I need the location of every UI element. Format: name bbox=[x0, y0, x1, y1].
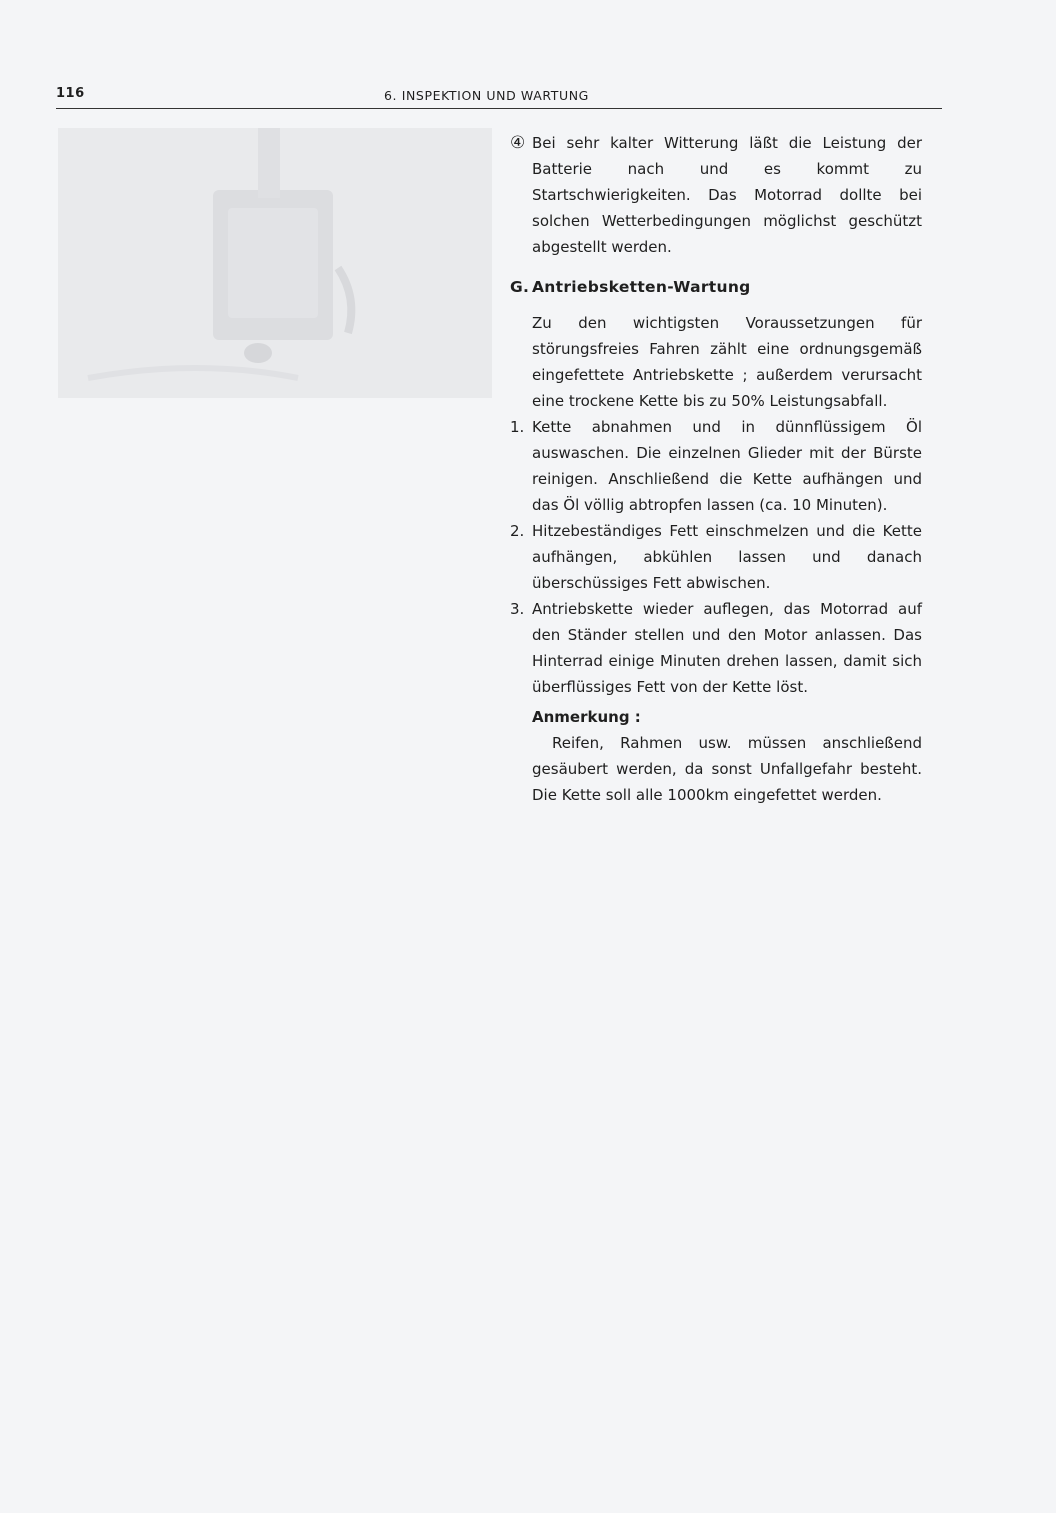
step-text: Hitzebeständiges Fett einschmelzen und die Kette aufhängen, abkühlen lassen und danach überschüssiges Fett abwischen. bbox=[532, 522, 922, 592]
section-intro bbox=[510, 310, 922, 414]
page-number: 116 bbox=[56, 86, 85, 101]
step-text: Kette abnahmen und in dünnflüssigem Öl auswaschen. Die einzelnen Glieder mit der Bürste reinigen. Anschließend die Kette aufhängen und das Öl völlig abtropfen lassen (ca. 10 Minuten). bbox=[532, 418, 922, 514]
section-title: Antriebsketten-Wartung bbox=[532, 278, 751, 296]
circled-number-four: ④ bbox=[510, 133, 526, 153]
note-label: Anmerkung : bbox=[532, 708, 641, 726]
battery-weather-note-text: Bei sehr kalter Witterung läßt die Leistung der Batterie nach und es kommt zu Startschwierigkeiten. Das Motorrad dollte bei solchen Wetterbedingungen möglichst geschützt abgestellt werden. bbox=[532, 134, 922, 256]
step-item bbox=[510, 518, 922, 596]
note-text: Reifen, Rahmen usw. müssen anschließend gesäubert werden, da sonst Unfallgefahr besteht. Die Kette soll alle 1000km eingefettet werden. bbox=[532, 734, 922, 804]
note-section bbox=[510, 704, 922, 808]
faded-battery-photo bbox=[58, 128, 492, 398]
step-number: 1. bbox=[510, 418, 525, 436]
step-number: 3. bbox=[510, 600, 525, 618]
header-rule bbox=[56, 108, 942, 109]
section-heading bbox=[510, 274, 922, 300]
step-item bbox=[510, 414, 922, 518]
section-letter: G. bbox=[510, 278, 530, 296]
step-text: Antriebskette wieder auflegen, das Motorrad auf den Ständer stellen und den Motor anlassen. Das Hinterrad einige Minuten drehen lassen, damit sich überflüssiges Fett von der Kette löst. bbox=[532, 600, 922, 696]
battery-weather-note bbox=[510, 130, 922, 260]
note-body bbox=[532, 730, 922, 808]
main-text-column bbox=[510, 130, 922, 808]
step-item bbox=[510, 596, 922, 700]
section-intro-text: Zu den wichtigsten Voraussetzungen für störungsfreies Fahren zählt eine ordnungsgemäß eingefettete Antriebskette ; außerdem verursacht eine trockene Kette bis zu 50% Leistungsabfall. bbox=[532, 314, 922, 410]
step-number: 2. bbox=[510, 522, 525, 540]
chapter-heading: 6. INSPEKTION UND WARTUNG bbox=[384, 88, 589, 103]
